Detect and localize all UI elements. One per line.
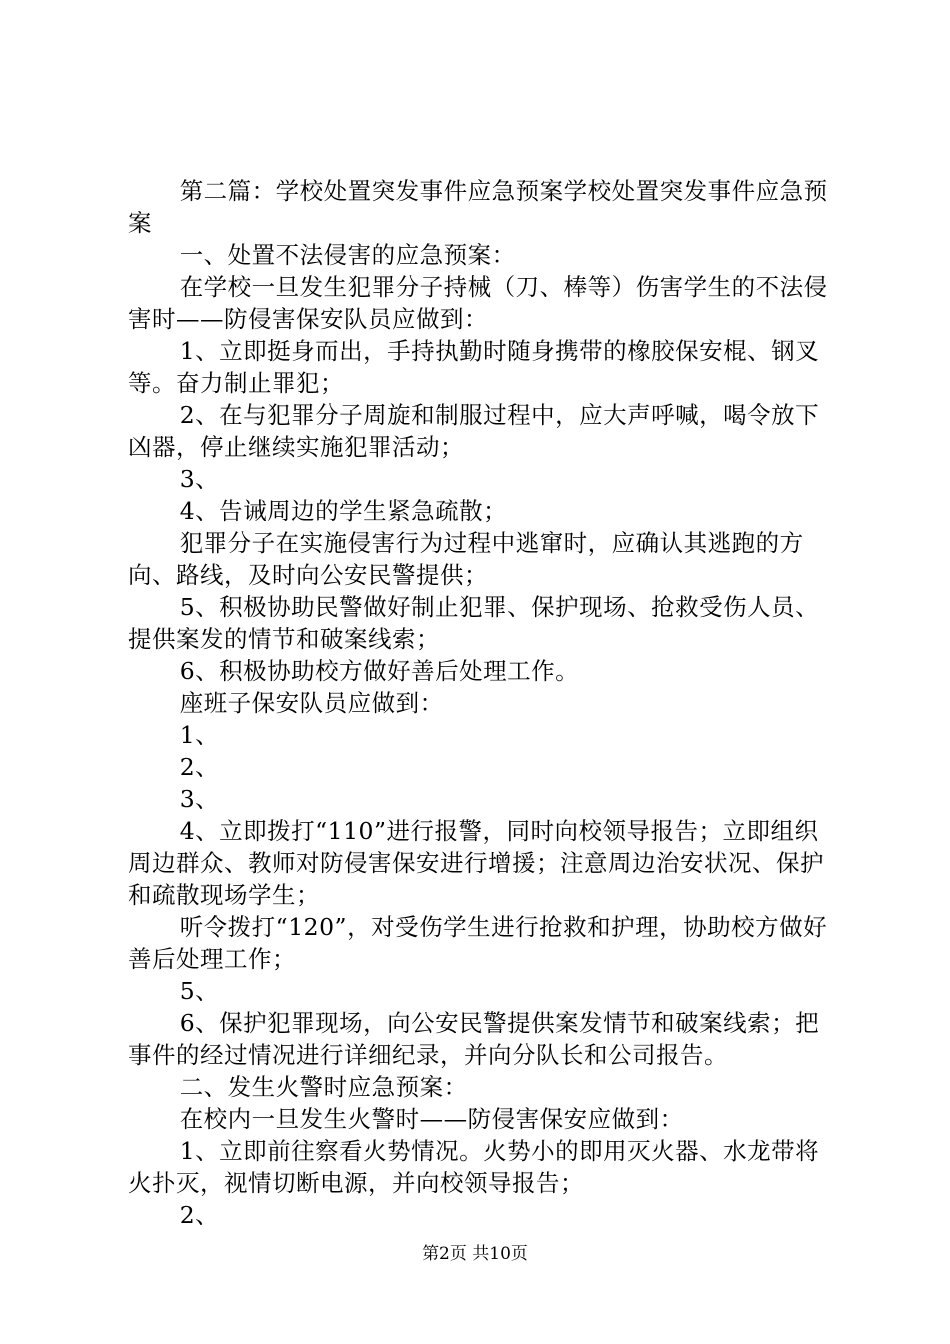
list-item: 6、积极协助校方做好善后处理工作。 [179,657,580,685]
list-item: 5、 [179,977,220,1005]
list-item: 4、立即拨打“110”进行报警，同时向校领导报告；立即组织周边群众、教师对防侵害保安进行增援；注意周边治安状况、保护和疏散现场学生； [128,817,824,909]
paragraph: 犯罪分子在实施侵害行为过程中逃窜时，应确认其逃跑的方向、路线，及时向公安民警提供； [128,529,804,589]
paragraph: 在学校一旦发生犯罪分子持械（刀、棒等）伤害学生的不法侵害时——防侵害保安队员应做到： [128,273,828,333]
document-title: 第二篇：学校处置突发事件应急预案学校处置突发事件应急预案 [128,177,828,237]
paragraph: 在校内一旦发生火警时——防侵害保安应做到： [179,1105,684,1133]
list-item: 3、 [179,785,220,813]
section-heading: 二、发生火警时应急预案： [179,1073,468,1101]
list-item: 3、 [179,465,220,493]
page-number-label: 第2页 共10页 [422,1244,528,1264]
section-heading: 一、处置不法侵害的应急预案： [179,241,516,269]
list-item: 1、立即挺身而出，手持执勤时随身携带的橡胶保安棍、钢叉等。奋力制止罪犯； [128,337,820,397]
list-item: 2、 [179,753,220,781]
paragraph: 座班子保安队员应做到： [179,689,444,717]
list-item: 1、立即前往察看火势情况。火势小的即用灭火器、水龙带将火扑灭，视情切断电源，并向校领导报告； [128,1137,820,1197]
list-item: 6、保护犯罪现场，向公安民警提供案发情节和破案线索；把事件的经过情况进行详细纪录，并向分队长和公司报告。 [128,1009,820,1069]
list-item: 2、在与犯罪分子周旋和制服过程中，应大声呼喊，喝令放下凶器，停止继续实施犯罪活动； [128,401,820,461]
list-item: 2、 [179,1201,220,1229]
page-footer [0,1244,950,1264]
document-body [128,175,830,1231]
list-item: 4、告诫周边的学生紧急疏散； [179,497,508,525]
paragraph: 听令拨打“120”，对受伤学生进行抢救和护理，协助校方做好善后处理工作； [128,913,828,973]
list-item: 5、积极协助民警做好制止犯罪、保护现场、抢救受伤人员、提供案发的情节和破案线索； [128,593,820,653]
list-item: 1、 [179,721,220,749]
